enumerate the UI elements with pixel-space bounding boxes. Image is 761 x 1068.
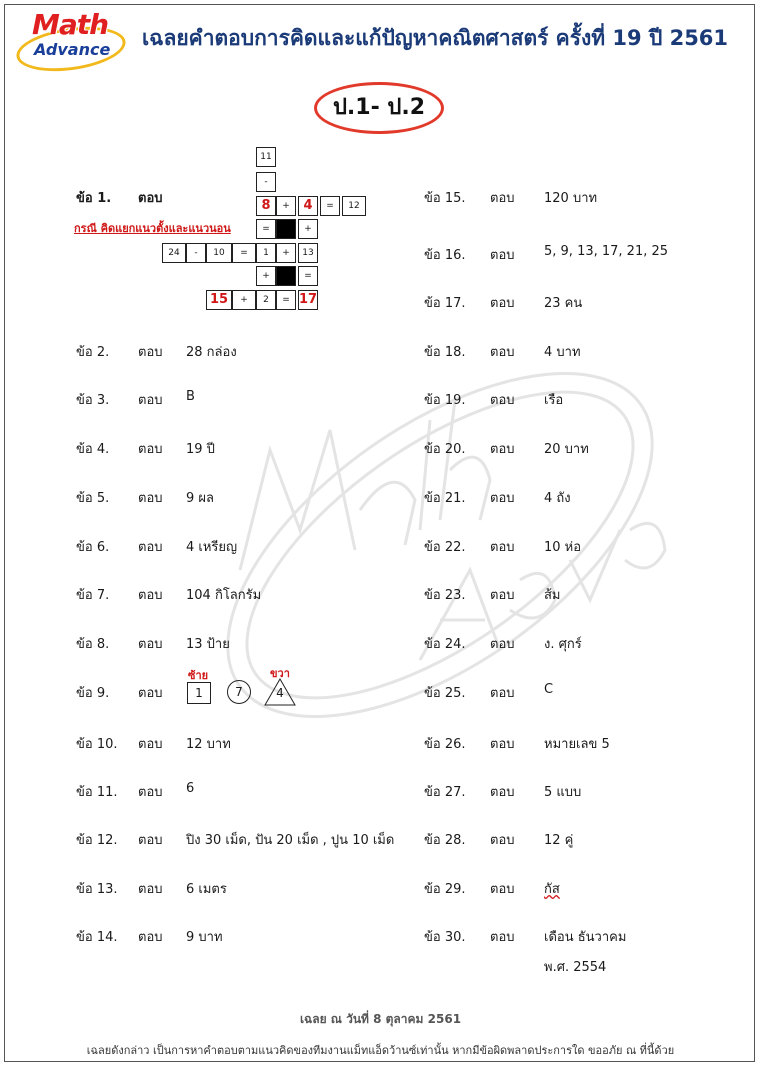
answer-label: ข้อ 10. — [76, 737, 118, 752]
answer-prefix: ตอบ — [138, 737, 163, 752]
grid-cell: + — [276, 196, 296, 216]
answer-prefix: ตอบ — [138, 588, 163, 603]
grid-cell: = — [298, 266, 318, 286]
answer-prefix: ตอบ — [490, 588, 515, 603]
answer-prefix: ตอบ — [490, 930, 515, 945]
grid-cell: = — [320, 196, 340, 216]
grid-cell-black — [276, 266, 296, 286]
answer-value: ส้ม — [544, 588, 561, 603]
answer-value: 28 กล่อง — [186, 345, 237, 360]
answer-label: ข้อ 28. — [424, 833, 466, 848]
grid-cell: = — [256, 219, 276, 239]
answer-value: เดือน ธันวาคม — [544, 930, 627, 945]
grid-cell: 15 — [206, 290, 232, 310]
footer-note: เฉลยดังกล่าว เป็นการหาคำตอบตามแนวคิดของทีมงานแม็ทแอ็ดว้านซ์เท่านั้น หากมีข้อผิดพลาดประการใด ขออภัย ณ ที่นี้ด้วย — [86, 1044, 675, 1057]
grid-cell: 10 — [206, 243, 232, 263]
grid-cell: + — [232, 290, 256, 310]
grid-cell: 4 — [298, 196, 318, 216]
grid-cell: = — [276, 290, 296, 310]
grid-cell: + — [298, 219, 318, 239]
answer-value: เรือ — [544, 393, 564, 408]
answer-value: C — [544, 682, 554, 697]
answer-label: ข้อ 6. — [76, 540, 110, 555]
answer-prefix: ตอบ — [138, 442, 163, 457]
q9-answer-label: ตอบ — [138, 686, 163, 701]
answer-prefix: ตอบ — [138, 345, 163, 360]
answer-value: ปิง 30 เม็ด, ปัน 20 เม็ด , ปูน 10 เม็ด — [186, 833, 395, 848]
answer-prefix: ตอบ — [490, 345, 515, 360]
q1-answer-label: ตอบ — [138, 191, 163, 206]
grid-cell: = — [232, 243, 256, 263]
grid-cell: + — [276, 243, 296, 263]
answer-label: ข้อ 8. — [76, 637, 110, 652]
answer-prefix: ตอบ — [490, 833, 515, 848]
answer-prefix: ตอบ — [490, 637, 515, 652]
answer-label: ข้อ 30. — [424, 930, 466, 945]
answer-label: ข้อ 4. — [76, 442, 110, 457]
answer-prefix: ตอบ — [490, 882, 515, 897]
answer-label: ข้อ 12. — [76, 833, 118, 848]
answer-value: 5 แบบ — [544, 785, 582, 800]
footer-date: เฉลย ณ วันที่ 8 ตุลาคม 2561 — [299, 1012, 462, 1026]
page-frame — [4, 4, 755, 1062]
answer-label: ข้อ 22. — [424, 540, 466, 555]
answer-prefix: ตอบ — [138, 785, 163, 800]
q9-square: 1 — [187, 682, 211, 704]
answer-prefix: ตอบ — [138, 930, 163, 945]
answer-prefix: ตอบ — [490, 191, 515, 206]
grid-cell: 2 — [256, 290, 276, 310]
grid-cell: 8 — [256, 196, 276, 216]
answer-value: กัส — [544, 882, 560, 897]
answer-prefix: ตอบ — [490, 296, 515, 311]
answer-label: ข้อ 2. — [76, 345, 110, 360]
answer-label: ข้อ 17. — [424, 296, 466, 311]
answer-prefix: ตอบ — [490, 737, 515, 752]
grade-badge: ป.1- ป.2 — [314, 82, 444, 134]
answer-label: ข้อ 18. — [424, 345, 466, 360]
grid-cell: + — [256, 266, 276, 286]
grid-cell: 24 — [162, 243, 186, 263]
q9-right-word: ขวา — [270, 667, 290, 680]
answer-prefix: ตอบ — [490, 491, 515, 506]
answer-value: 19 ปี — [186, 442, 215, 457]
q1-note: กรณี คิดแยกแนวตั้งและแนวนอน — [74, 222, 231, 235]
answer-label: ข้อ 19. — [424, 393, 466, 408]
answer-value: B — [186, 389, 195, 404]
answer-prefix: ตอบ — [490, 442, 515, 457]
answer-prefix: ตอบ — [490, 540, 515, 555]
page-title: เฉลยคำตอบการคิดและแก้ปัญหาคณิตศาสตร์ ครั้งที่ 19 ปี 2561 — [142, 26, 729, 50]
math-advance-logo — [14, 8, 126, 66]
answer-label: ข้อ 21. — [424, 491, 466, 506]
answer-label: ข้อ 29. — [424, 882, 466, 897]
answer-label: ข้อ 14. — [76, 930, 118, 945]
answer-value: หมายเลข 5 — [544, 737, 610, 752]
q9-circle: 7 — [227, 680, 251, 704]
answer-value: 6 เมตร — [186, 882, 227, 897]
answer-value: 5, 9, 13, 17, 21, 25 — [544, 244, 669, 259]
answer-label: ข้อ 11. — [76, 785, 118, 800]
answer-label: ข้อ 25. — [424, 686, 466, 701]
q1-label: ข้อ 1. — [76, 191, 112, 206]
q9-label: ข้อ 9. — [76, 686, 110, 701]
logo-advance-text: Advance — [34, 40, 111, 59]
answer-value: 9 ผล — [186, 491, 214, 506]
answer-label: ข้อ 24. — [424, 637, 466, 652]
q9-triangle-value: 4 — [276, 686, 284, 700]
grid-cell: 13 — [298, 243, 318, 263]
answer-value: 13 ป้าย — [186, 637, 230, 652]
answer-value: 120 บาท — [544, 191, 598, 206]
answer-value: 20 บาท — [544, 442, 589, 457]
answer-value: 12 คู่ — [544, 833, 574, 848]
answer-prefix: ตอบ — [138, 637, 163, 652]
grid-cell: 11 — [256, 147, 276, 167]
answer-label: ข้อ 20. — [424, 442, 466, 457]
answer-prefix: ตอบ — [138, 491, 163, 506]
q9-left-word: ซ้าย — [188, 669, 209, 682]
answer-label: ข้อ 15. — [424, 191, 466, 206]
answer-prefix: ตอบ — [490, 785, 515, 800]
answer-label: ข้อ 3. — [76, 393, 110, 408]
answer-value: 10 ห่อ — [544, 540, 582, 555]
answer-value: 23 คน — [544, 296, 583, 311]
answer-label: ข้อ 5. — [76, 491, 110, 506]
answer-prefix: ตอบ — [138, 833, 163, 848]
answer-label: ข้อ 23. — [424, 588, 466, 603]
answer-prefix: ตอบ — [490, 686, 515, 701]
answer-label: ข้อ 26. — [424, 737, 466, 752]
answer-prefix: ตอบ — [490, 248, 515, 263]
logo-math-text: Math — [32, 8, 109, 41]
answer-value: 4 เหรียญ — [186, 540, 238, 555]
answer-value: 4 ถัง — [544, 491, 571, 506]
answer-label: ข้อ 27. — [424, 785, 466, 800]
answer-prefix: ตอบ — [138, 882, 163, 897]
grid-cell: - — [186, 243, 206, 263]
answer-label: ข้อ 16. — [424, 248, 466, 263]
answer-value: 6 — [186, 781, 195, 796]
grid-cell: 1 — [256, 243, 276, 263]
grid-cell: 17 — [298, 290, 318, 310]
grid-cell: 12 — [342, 196, 366, 216]
answer-label: ข้อ 13. — [76, 882, 118, 897]
grid-cell: - — [256, 172, 276, 192]
answer-value: ง. ศุกร์ — [544, 637, 582, 652]
answer-value: 9 บาท — [186, 930, 223, 945]
answer-value: 4 บาท — [544, 345, 581, 360]
answer-prefix: ตอบ — [490, 393, 515, 408]
answer-label: ข้อ 7. — [76, 588, 110, 603]
answer-value-line2: พ.ศ. 2554 — [544, 960, 607, 975]
answer-value: 104 กิโลกรัม — [186, 588, 262, 603]
answer-prefix: ตอบ — [138, 540, 163, 555]
answer-prefix: ตอบ — [138, 393, 163, 408]
grid-cell-black — [276, 219, 296, 239]
answer-value: 12 บาท — [186, 737, 231, 752]
